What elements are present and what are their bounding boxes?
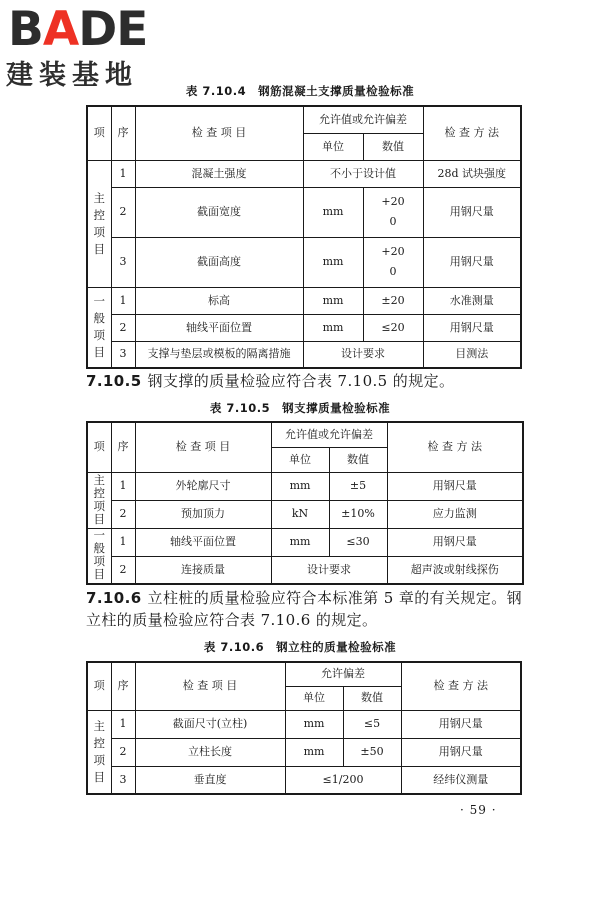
row-item: 轴线平面位置 [135, 314, 303, 341]
table-7-10-5 [86, 421, 524, 585]
row-method: 用钢尺量 [423, 314, 521, 341]
table-7-10-4 [86, 105, 522, 369]
header-method: 检 查 方 法 [401, 662, 521, 710]
row-seq: 1 [111, 528, 135, 556]
row-value: ≤20 [363, 314, 423, 341]
row-seq: 3 [111, 341, 135, 368]
row-seq: 2 [111, 556, 135, 584]
table-7-10-6-caption: 表 7.10.6 钢立柱的质量检验标准 [203, 640, 397, 654]
row-value: +20 0 [363, 237, 423, 287]
row-seq: 2 [111, 187, 135, 237]
header-seq: 序 [111, 662, 135, 710]
row-seq: 2 [111, 314, 135, 341]
row-unit: mm [303, 287, 363, 314]
row-value: ≤30 [329, 528, 387, 556]
row-item: 外轮廓尺寸 [135, 472, 271, 500]
header-item-type: 项 [87, 106, 111, 160]
row-seq: 1 [111, 160, 135, 187]
row-item: 预加顶力 [135, 500, 271, 528]
header-allowance: 允许偏差 [285, 662, 401, 686]
header-method: 检 查 方 法 [387, 422, 523, 472]
clause-7-10-5: 7.10.5 钢支撑的质量检验应符合表 7.10.5 的规定。 [86, 372, 455, 390]
table-7-10-4-caption: 表 7.10.4 钢筋混凝土支撑质量检验标准 [185, 84, 415, 98]
header-value: 数值 [343, 686, 401, 710]
header-inspect-item: 检 查 项 目 [135, 422, 271, 472]
header-value: 数值 [363, 133, 423, 160]
header-item-type: 项 [87, 422, 111, 472]
header-item-type: 项 [87, 662, 111, 710]
header-value: 数值 [329, 447, 387, 472]
group-label-general: 一般项目 [87, 287, 111, 368]
group-label-main: 主控项目 [87, 160, 111, 287]
row-value: ±20 [363, 287, 423, 314]
row-method: 用钢尺量 [423, 237, 521, 287]
row-seq: 3 [111, 766, 135, 794]
header-method: 检 查 方 法 [423, 106, 521, 160]
row-seq: 1 [111, 472, 135, 500]
row-method: 超声波或射线探伤 [387, 556, 523, 584]
brand-logo [6, 2, 184, 94]
row-value: ±5 [329, 472, 387, 500]
row-value: ±10% [329, 500, 387, 528]
header-unit: 单位 [303, 133, 363, 160]
row-unit: mm [303, 187, 363, 237]
row-item: 垂直度 [135, 766, 285, 794]
row-value: +20 0 [363, 187, 423, 237]
row-method: 经纬仪测量 [401, 766, 521, 794]
header-unit: 单位 [285, 686, 343, 710]
row-merged-value: 不小于设计值 [303, 160, 423, 187]
row-method: 应力监测 [387, 500, 523, 528]
header-inspect-item: 检 查 项 目 [135, 106, 303, 160]
row-seq: 1 [111, 287, 135, 314]
row-method: 用钢尺量 [401, 738, 521, 766]
row-unit: mm [285, 738, 343, 766]
row-item: 截面高度 [135, 237, 303, 287]
row-method: 用钢尺量 [387, 528, 523, 556]
row-merged-value: 设计要求 [303, 341, 423, 368]
row-unit: mm [271, 472, 329, 500]
row-item: 立柱长度 [135, 738, 285, 766]
header-seq: 序 [111, 422, 135, 472]
row-method: 用钢尺量 [401, 710, 521, 738]
logo-subtitle: 建装基地 [6, 60, 138, 91]
row-unit: mm [303, 237, 363, 287]
row-method: 28d 试块强度 [423, 160, 521, 187]
row-method: 用钢尺量 [423, 187, 521, 237]
group-label-general: 一般项目 [87, 528, 111, 584]
row-item: 混凝土强度 [135, 160, 303, 187]
header-seq: 序 [111, 106, 135, 160]
header-unit: 单位 [271, 447, 329, 472]
row-item: 支撑与垫层或模板的隔离措施 [135, 341, 303, 368]
row-unit: mm [271, 528, 329, 556]
header-allowance: 允许值或允许偏差 [303, 106, 423, 133]
table-7-10-5-caption: 表 7.10.5 钢支撑质量检验标准 [209, 401, 391, 415]
group-label-main: 主控项目 [87, 472, 111, 528]
row-method: 水准测量 [423, 287, 521, 314]
row-method: 用钢尺量 [387, 472, 523, 500]
row-seq: 2 [111, 500, 135, 528]
group-label-main: 主控项目 [87, 710, 111, 794]
row-item: 轴线平面位置 [135, 528, 271, 556]
row-seq: 2 [111, 738, 135, 766]
table-7-10-6 [86, 661, 522, 795]
page-number: · 59 · [460, 803, 497, 817]
row-item: 标高 [135, 287, 303, 314]
clause-7-10-6: 7.10.6 立柱桩的质量检验应符合本标准第 5 章的有关规定。钢 立柱的质量检验应符合表 7.10.6 的规定。 [86, 589, 523, 629]
header-allowance: 允许值或允许偏差 [271, 422, 387, 447]
row-seq: 1 [111, 710, 135, 738]
logo-wordmark: BADE [8, 2, 148, 57]
row-item: 截面尺寸(立柱) [135, 710, 285, 738]
row-method: 目测法 [423, 341, 521, 368]
row-merged-value: 设计要求 [271, 556, 387, 584]
header-inspect-item: 检 查 项 目 [135, 662, 285, 710]
row-seq: 3 [111, 237, 135, 287]
row-value: ≤5 [343, 710, 401, 738]
row-merged-value: ≤1/200 [285, 766, 401, 794]
row-unit: mm [303, 314, 363, 341]
row-item: 截面宽度 [135, 187, 303, 237]
row-value: ±50 [343, 738, 401, 766]
row-item: 连接质量 [135, 556, 271, 584]
row-unit: kN [271, 500, 329, 528]
row-unit: mm [285, 710, 343, 738]
